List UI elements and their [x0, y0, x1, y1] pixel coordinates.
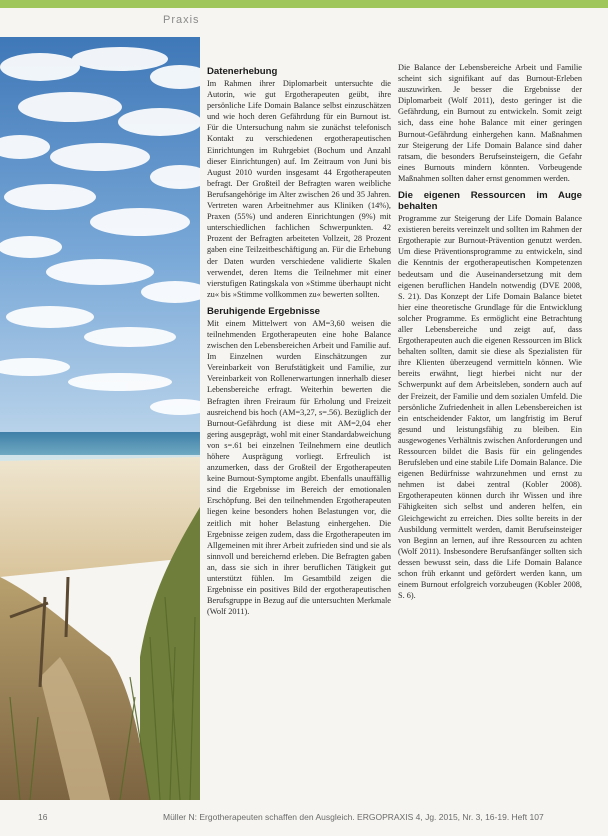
paragraph: Programme zur Steigerung der Life Domain Balance existieren bereits vereinzelt und sollten im Rahmen der Ergotherapie zur Burnout-Prävention genutzt werden. Um diese Präventionsprogramme zu entwickeln, sind die Kenntnis der ergotherapeutischen Kompetenzen bedeutsam und die Auseinandersetzung mit dem eigenen beruflichen Handeln notwendig (DVE 2008, S. 21). Das Konzept der Life Domain Balance bietet hier eine theoretische Grundlage für die Entwicklung solcher Programme. Es ermöglicht eine Betrachtung aller Lebensbereiche und zeigt auf, dass Ergotherapeuten auch die eigenen Ressourcen im Blick behalten sollten, damit sie diese als Spezialisten für ihre Klienten überzeugend vermitteln können. Wie bereits erwähnt, liegt hierbei nicht nur der Schwerpunkt auf dem Arbeitsleben, sondern auch auf der Freizeit, der Familie und dem sozialen Umfeld. Die persönliche Zufriedenheit in allen Lebensbereichen ist ein entscheidender Faktor, um langfristig im Beruf gesund und leistungsfähig zu bleiben. Ein ausgewogenes Verhältnis zwischen Anforderungen und Ressourcen bildet die Basis für ein gelingendes Berufsleben und eine stabile Life Domain Balance. Die eigenen Bedürfnisse wahrzunehmen und ernst zu nehmen ist dabei zentral (Kobler 2008). Ergotherapeuten können durch ihr Wissen und ihre Fähigkeiten sich selbst und anderen helfen, ein Gleichgewicht zu erreichen. Dies sollte bereits in der Ausbildung vermittelt werden, damit Berufseinsteiger von Beginn an lernen, auf ihre Ressourcen zu achten (Wolf 2011). Insbesondere Berufsanfänger sollten sich dessen bewusst sein, dass die Life Domain Balance schon früh erkannt und gefördert werden kann, um einem Burnout erfolgreich vorzubeugen (Kobler 2008, S. 6).	[398, 214, 582, 601]
text-column-left	[207, 66, 391, 617]
beach-dune-photo	[0, 37, 200, 800]
heading-ergebnisse: Beruhigende Ergebnisse	[207, 305, 321, 317]
paragraph: Im Rahmen ihrer Diplomarbeit untersuchte die Autorin, wie gut Ergotherapeuten geübt, ihre persönliche Life Domain Balance selbst einzuschätzen und wie hoch deren Gefährdung für ein Burnout ist. Für die Untersuchung nahm sie zunächst telefonisch Kontakt zu verschiedenen ergotherapeutischen Einrichtungen im Ruhrgebiet (Bochum und Anzahl dieser Einrichtungen) auf. Im Zeitraum von Juni bis August 2010 wurden insgesamt 44 Ergotherapeuten befragt. Der Großteil der Befragten waren weibliche Berufsangehörige im Alter zwischen 26 und 35 Jahren. Vertreten waren Arbeitnehmer aus Kliniken (14%), Praxen (55%) und anderen Einrichtungen (9%) mit unterschiedlichen fachlichen Schwerpunkten. 42 Prozent der Befragten arbeiteten Vollzeit, 28 Prozent gaben eine Teilzeitbeschäftigung an. Für die Erhebung der Daten wurden verschiedene validierte Skalen verwendet, deren Items die Teilnehmer mit einer vierstufigen Ratingskala von »Stimme überhaupt nicht zu« bis »Stimme vollkommen zu« bewerten sollten.	[207, 79, 391, 299]
page-footer	[0, 808, 608, 828]
text-column-right	[398, 62, 582, 601]
header-strip	[0, 8, 608, 34]
paragraph: Mit einem Mittelwert von AM=3,60 weisen die teilnehmenden Ergotherapeuten eine hohe Balance zwischen den Lebensbereichen Arbeit und Familie auf. Im Einzelnen wurden Einschätzungen zur Vereinbarkeit von Berufstätigkeit und Familie, zur Vereinbarkeit von Rollenerwartungen innerhalb dieser Lebensbereiche erfragt. Weiterhin bewerten die Befragten ihren Freiraum für Erholung und Freizeit ausreichend bis hoch (AM=3,27, s=.56). Bezüglich der Burnout-Gefährdung ist diese mit AM=2,04 eher gering ausgeprägt, wohl mit einer Standardabweichung von s=.61 bei einzelnen Teilnehmern eine deutlich höhere Ausprägung vorliegt. Erfreulich ist anzumerken, dass der Großteil der Ergotherapeuten keine Burnout-Symptome angibt. Ebenfalls unauffällig sind die Ergebnisse im Bereich der emotionalen Erschöpfung. Bei den teilnehmenden Ergotherapeuten liegen keine besonders hohen Belastungen vor, die zeitlich mit hoher Belastung einhergehen. Die Ergebnisse zeigen zudem, dass die Ergotherapeuten im Allgemeinen mit ihrer Arbeit zufrieden sind und sie als sinnvoll und bereichernd erleben. Die Befragten gaben an, dass sie sich in ihrer beruflichen Tätigkeit gut unterstützt fühlen. Im Gesamtbild zeigen die Ergebnisse ein positives Bild der ergotherapeutischen Berufsgruppe in Bezug auf die untersuchten Merkmale (Wolf 2011).	[207, 318, 391, 617]
top-accent-bar	[0, 0, 608, 8]
heading-ressourcen: Die eigenen Ressourcen im Auge behalten	[398, 190, 582, 213]
heading-datenerhebung: Datenerhebung	[207, 66, 278, 77]
paragraph: Die Balance der Lebensbereiche Arbeit und Familie scheint sich signifikant auf das Burnout-Erleben auszuwirken. Je besser die Ergebnisse der Diplomarbeit (Wolf 2011), desto geringer ist die Gefährdung, ein Burnout zu entwickeln. Somit zeigt sich, dass eine hohe Balance mit einer geringen Burnout-Gefährdung einhergehen kann. Maßnahmen zur Steigerung der Life Domain Balance sind daher ratsam, die besonders Berufseinsteigern, die Gefahr eines Burnouts mindern könnten. Vorbeugende Maßnahmen sollten daher ernst genommen werden.	[398, 63, 582, 183]
citation-line: Müller N: Ergotherapeuten schaffen den Ausgleich. ERGOPRAXIS 4, Jg. 2015, Nr. 3, 16-19. Heft 107	[163, 812, 544, 822]
section-label: Praxis	[163, 14, 200, 26]
page-number: 16	[38, 812, 48, 822]
